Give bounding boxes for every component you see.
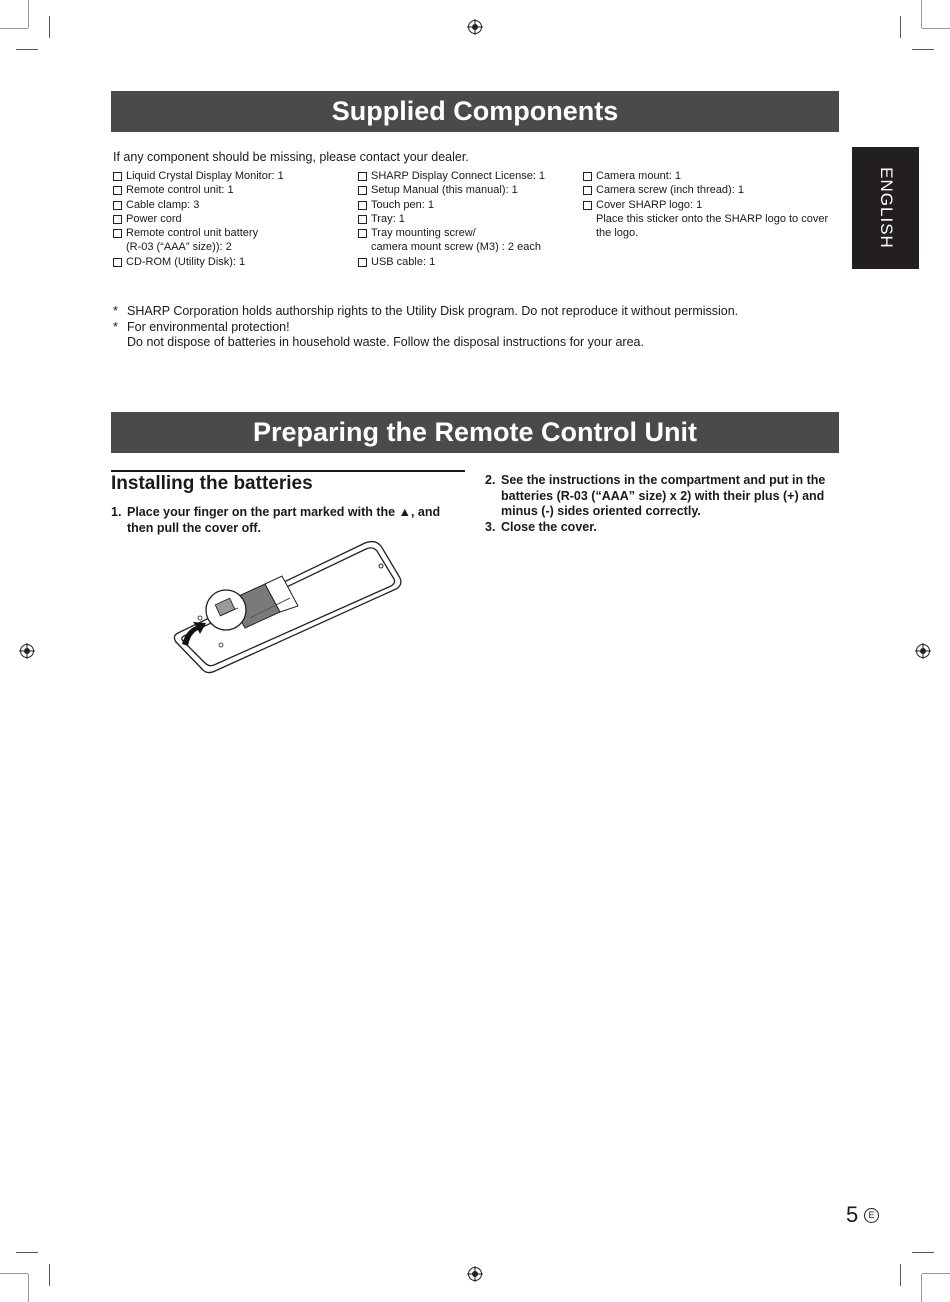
section-title-remote-control: Preparing the Remote Control Unit — [111, 412, 839, 453]
list-item: Power cord — [113, 212, 284, 226]
registration-mark-icon — [915, 643, 931, 659]
list-item-continuation: (R-03 (“AAA” size)): 2 — [126, 241, 232, 254]
note: * SHARP Corporation holds authorship rights to the Utility Disk program. Do not reproduce it without permission. — [113, 304, 739, 318]
list-item: Cable clamp: 3 — [113, 198, 284, 212]
crop-mark — [922, 1273, 950, 1274]
crop-mark — [900, 1264, 901, 1286]
step-number: 2. — [485, 473, 496, 487]
remote-control-illustration — [170, 538, 405, 678]
list-item: Touch pen: 1 — [358, 198, 545, 212]
crop-mark — [921, 0, 922, 28]
component-column-1 — [113, 169, 284, 269]
registration-mark-icon — [467, 19, 483, 35]
list-item-continuation: the logo. — [596, 227, 639, 240]
step-1 — [111, 505, 465, 536]
crop-mark — [0, 1273, 28, 1274]
list-item: Remote control unit battery — [113, 226, 284, 240]
step-text: Place your finger on the part marked with the ▲, and — [127, 505, 441, 519]
step-text: then pull the cover off. — [127, 520, 262, 535]
crop-mark — [28, 0, 29, 28]
crop-mark — [16, 1252, 38, 1253]
step-2 — [485, 473, 845, 520]
asterisk: * — [113, 319, 118, 334]
crop-mark — [922, 28, 950, 29]
registration-mark-icon — [19, 643, 35, 659]
checkbox-icon — [583, 172, 592, 181]
list-item: Tray: 1 — [358, 212, 545, 226]
registration-mark-icon — [467, 1266, 483, 1282]
list-item-continuation: camera mount screw (M3) : 2 each — [371, 241, 541, 254]
checkbox-icon — [358, 258, 367, 267]
subheading-installing-batteries: Installing the batteries — [111, 473, 313, 494]
crop-mark — [28, 1274, 29, 1302]
language-tab-label: ENGLISH — [876, 167, 896, 249]
list-item: Setup Manual (this manual): 1 — [358, 183, 545, 197]
list-item: CD-ROM (Utility Disk): 1 — [113, 255, 284, 269]
checkbox-icon — [358, 229, 367, 238]
list-item: Liquid Crystal Display Monitor: 1 — [113, 169, 284, 183]
page-number: 5 — [846, 1202, 859, 1227]
checkbox-icon — [583, 201, 592, 210]
crop-mark — [900, 16, 901, 38]
step-text: batteries (R-03 (“AAA” size) x 2) with their plus (+) and — [501, 488, 825, 503]
section-title-supplied-components: Supplied Components — [111, 91, 839, 132]
list-item: Camera screw (inch thread): 1 — [583, 183, 828, 197]
list-item: Tray mounting screw/ — [358, 226, 545, 240]
checkbox-icon — [358, 201, 367, 210]
step-text: See the instructions in the compartment and put in the — [501, 473, 826, 487]
intro-text: If any component should be missing, please contact your dealer. — [113, 150, 469, 164]
component-column-2 — [358, 169, 545, 269]
note: * For environmental protection! — [113, 319, 290, 334]
step-3 — [485, 520, 845, 536]
crop-mark — [921, 1274, 922, 1302]
asterisk: * — [113, 304, 118, 318]
crop-mark — [16, 49, 38, 50]
list-item: Remote control unit: 1 — [113, 183, 284, 197]
list-item: Cover SHARP logo: 1 — [583, 198, 828, 212]
language-tab — [852, 147, 919, 269]
checkbox-icon — [113, 215, 122, 224]
note-continuation: Do not dispose of batteries in household waste. Follow the disposal instructions for your area. — [127, 335, 644, 350]
checkbox-icon — [358, 215, 367, 224]
checkbox-icon — [113, 186, 122, 195]
checkbox-icon — [583, 186, 592, 195]
checkbox-icon — [113, 229, 122, 238]
checkbox-icon — [113, 201, 122, 210]
checkbox-icon — [358, 186, 367, 195]
subheading-rule — [111, 470, 465, 472]
crop-mark — [49, 1264, 50, 1286]
step-number: 1. — [111, 505, 122, 519]
list-item: SHARP Display Connect License: 1 — [358, 169, 545, 183]
checkbox-icon — [113, 258, 122, 267]
step-number: 3. — [485, 520, 496, 534]
crop-mark — [49, 16, 50, 38]
page-language-letter: E — [864, 1208, 879, 1223]
list-item: USB cable: 1 — [358, 255, 545, 269]
checkbox-icon — [113, 172, 122, 181]
step-text: Close the cover. — [501, 520, 597, 534]
notes — [113, 304, 738, 351]
list-item: Camera mount: 1 — [583, 169, 828, 183]
step-text: minus (-) sides oriented correctly. — [501, 504, 701, 519]
checkbox-icon — [358, 172, 367, 181]
component-column-3 — [583, 169, 828, 240]
crop-mark — [912, 49, 934, 50]
crop-mark — [912, 1252, 934, 1253]
list-item-continuation: Place this sticker onto the SHARP logo to cover — [596, 212, 829, 225]
crop-mark — [0, 28, 28, 29]
